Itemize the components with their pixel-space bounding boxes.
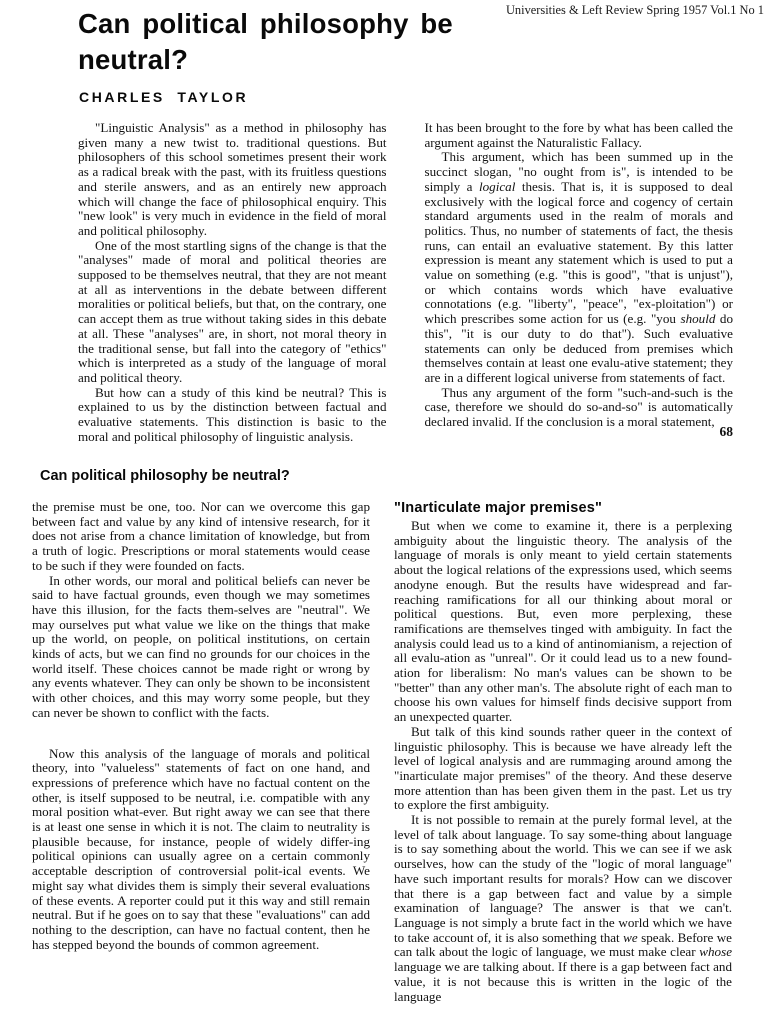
- section-heading: "Inarticulate major premises": [394, 500, 603, 516]
- paragraph: But when we come to examine it, there is a perplexing ambiguity about the linguistic theory. The analysis of the language of morals is only meant to yield certain statements about the logical relations of the expressions used, which seems anodyne enough. But the results have widespread and far-reaching ramifications for all our thinking about moral or political questions. But, even more perplexing, these ramifications are themselves tinged with ambiguity. In fact the analysis could lead us to a kind of antinomianism, a rejection of all evalu-ation as "unreal". Or it could lead us to a new found-ation for liberalism: No man's values can be shown to be "better" than any other man's. The absolute right of each man to choose his own values for himself finds decisive support from an unexpected quarter.: [394, 518, 732, 725]
- running-head: Can political philosophy be neutral?: [40, 468, 290, 484]
- page-one-left-column: [78, 121, 387, 444]
- journal-masthead: Universities & Left Review Spring 1957 Vol.1 No 1: [505, 3, 764, 17]
- paragraph: This argument, which has been summed up in the succinct slogan, "no ought from is", is intended to be simply a logical thesis. That is, it is supposed to deal exclusively with the logical force and cogency of certain standard arguments used in the realm of morals and politics. Thus, no number of statements of fact, the thesis runs, can entail an evaluative statement. By this latter expression is meant any statement which is used to put a value on something (e.g. "this is good", "that is unjust"), or which contains words which have evaluative connotations (e.g. "liberty", "peace", "ex-ploitation") or which prescribes some action for us (e.g. "you should do this", "it is our duty to do that"). Such evaluative statements can only be deduced from premises which themselves contain at least one evalu-ative statement; they are in a different logical universe from statements of fact.: [424, 149, 733, 385]
- paragraph: One of the most startling signs of the change is that the "analyses" made of moral and political theories are supposed to be themselves neutral, that they are not meant at all as interventions in the debate between different moralities or political beliefs, but that, on the contrary, one can accept them as true without taking sides in this debate at all. These "analyses" are, in short, not moral theory in the traditional sense, but fall into the category of "ethics" which is interpreted as a study of the language of moral and political theory.: [78, 237, 387, 385]
- page-two-columns: [32, 500, 738, 1004]
- paragraph: But how can a study of this kind be neutral? This is explained to us by the distinction between factual and evaluative statements. This distinction is basic to the moral and political philosophy of linguistic analysis.: [78, 384, 387, 444]
- scanned-page-one: [0, 0, 768, 455]
- paragraph: But talk of this kind sounds rather queer in the context of linguistic philosophy. This is because we have already left the level of logical analysis and are rummaging around among the "inarticulate major premises" of the theory. And these deserve more attention than has been given them in the past. Let us try to explore the first ambiguity.: [394, 723, 732, 813]
- paragraph: "Linguistic Analysis" as a method in philosophy has given many a new twist to. traditional questions. But philosophers of this school sometimes present their work as a radical break with the past, with its fruitless questions and sterile answers, and as an entirely new approach which will change the face of philosophical enquiry. This "new look" is very much in evidence in the field of moral and political philosophy.: [78, 120, 387, 238]
- page-two-right-column: [394, 500, 732, 1004]
- paragraph: It is not possible to remain at the purely formal level, at the level of talk about language. To say some-thing about language is to say something about the world. This we can see if we ask ourselves, how can the study of the "logic of moral language" have such important results for morals? How can we discover that there is a gap between fact and value by a simple examination of language? The answer is that we can't. Language is not simply a brute fact in the world which we have to take account of, it is also something that we speak. Before we can talk about the logic of language, we must make clear whose language we are talking about. If there is a gap between fact and value, it is not because this is written in the logic of the language: [394, 812, 732, 1004]
- paragraph: In other words, our moral and political beliefs can never be said to have factual grounds, even though we may sometimes have this illusion, for the facts them-selves are "neutral". We may ourselves put what value we like on the things that make up the world, on people, on political institutions, on certain kinds of acts, but we can find no grounds for our choices in the world itself. These choices cannot be made right or wrong by any events whatever. They can only be shown to be inconsistent with other choices, and this may worry some people, but they can never be shown to conflict with the facts.: [32, 572, 370, 720]
- paragraph: Thus any argument of the form "such-and-such is the case, therefore we should do so-and-so" is automatically declared invalid. If the conclusion is a moral statement,: [424, 384, 733, 430]
- article-title: Can political philosophy be neutral?: [78, 8, 453, 75]
- page-one-right-column: [425, 121, 734, 444]
- paragraph: the premise must be one, too. Nor can we overcome this gap between fact and value by any kind of intensive research, for it does not arise from a chance limitation of knowledge, but from a truth of logic. Prescriptions or moral statements would cease to be such if they were founded on facts.: [32, 499, 370, 573]
- paragraph: Now this analysis of the language of morals and political theory, into "valueless" statements of fact on one hand, and expressions of preference which have no factual content on the other, is itself supposed to be neutral, i.e. compatible with any moral position what-ever. But right away we can see that there is at least one sense in which it is not. The claim to neutrality is plausible because, for instance, people of widely differ-ing political opinions can usually agree on a certain commonly acceptable description of controversial polit-ical events. We might say what divides them is simply their several evaluations of these events. A reporter could put it this way and still remain neutral. But if he goes on to say that these "evaluations" can add nothing to the description, can have no factual content, then he has stepped beyond the bounds of common agreement.: [32, 745, 370, 952]
- column-spacer: [32, 721, 370, 747]
- page-number: 68: [719, 424, 733, 439]
- scanned-page-two: [0, 455, 768, 1024]
- paragraph: It has been brought to the fore by what has been called the argument against the Naturalistic Fallacy.: [424, 120, 733, 150]
- page-one-columns: [78, 121, 733, 444]
- article-author-byline: CHARLES TAYLOR: [79, 89, 249, 105]
- page-two-left-column: [32, 500, 370, 1004]
